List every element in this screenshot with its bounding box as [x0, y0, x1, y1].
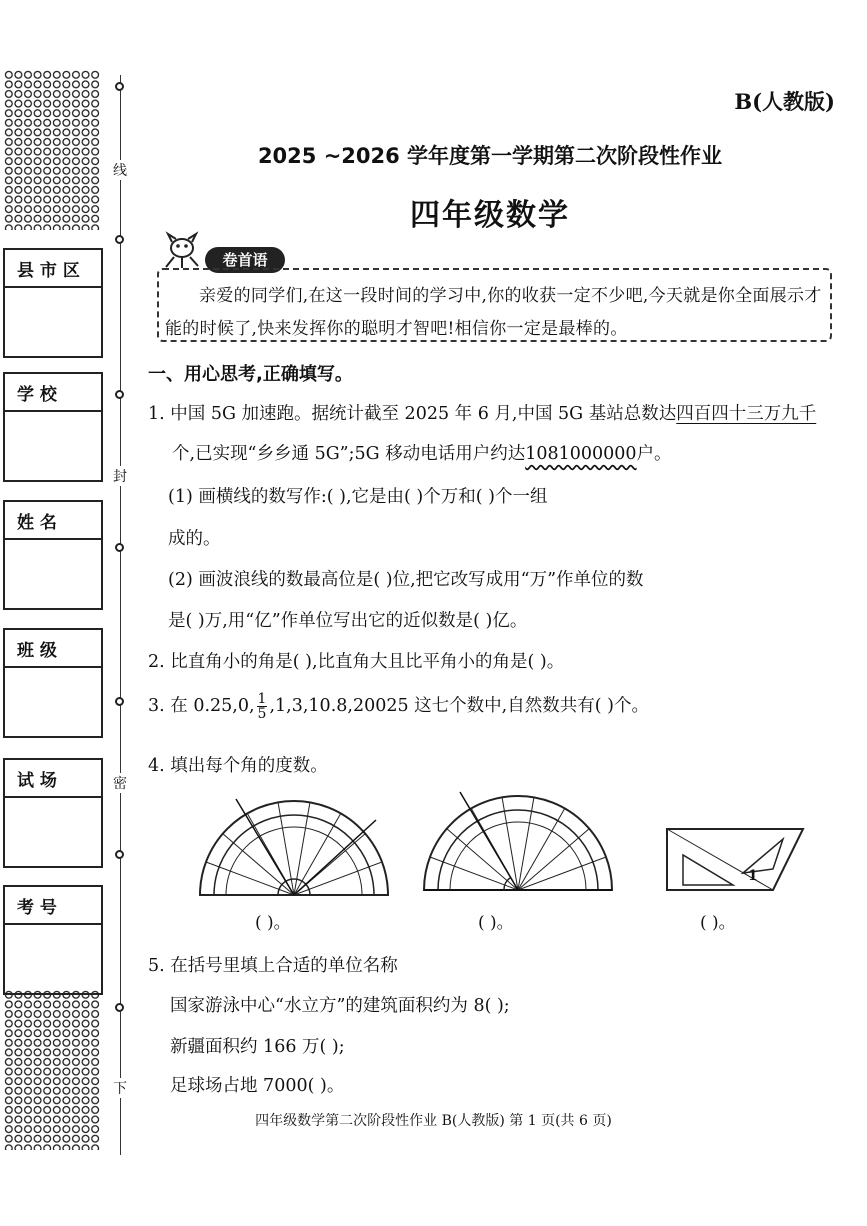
- page-footer: 四年级数学第二次阶段性作业 B(人教版) 第 1 页(共 6 页): [255, 1113, 612, 1129]
- binding-circle: [115, 390, 124, 399]
- q3-text-a: 3. 在 0.25,0,: [148, 696, 255, 716]
- q1-underlined-number: 四百四十三万九千: [676, 404, 817, 424]
- binding-circle: [115, 850, 124, 859]
- binding-circle: [115, 1003, 124, 1012]
- question-1-part-1-line-2: 成的。: [168, 529, 221, 549]
- edition-label: B(人教版): [734, 89, 835, 114]
- angle-1-mark: 1: [748, 868, 758, 884]
- q1-text-c: 户。: [636, 444, 672, 464]
- class-box[interactable]: [3, 628, 103, 738]
- question-1-part-1-line-1[interactable]: (1) 画横线的数写作:( ),它是由( )个万和( )个一组: [168, 487, 548, 507]
- exam-number-label: 考 号: [5, 887, 101, 925]
- q1-wavy-number: 1081000000: [525, 444, 637, 464]
- exam-number-box[interactable]: [3, 885, 103, 995]
- triangle-ruler-diagram: [663, 825, 808, 895]
- county-box[interactable]: [3, 248, 103, 358]
- exam-title: 2025 ~2026 学年度第一学期第二次阶段性作业: [257, 144, 723, 168]
- binding-char-mi: 密: [112, 773, 128, 793]
- question-5-item-3[interactable]: 足球场占地 7000( )。: [170, 1076, 345, 1096]
- school-box[interactable]: [3, 372, 103, 482]
- question-1-line-1: [148, 400, 816, 425]
- q3-fraction-denominator: 5: [257, 706, 267, 722]
- q1-text-b: 个,已实现“乡乡通 5G”;5G 移动电话用户约达: [172, 444, 526, 464]
- protractor-2-diagram: [420, 790, 616, 900]
- name-box[interactable]: [3, 500, 103, 610]
- question-4: 4. 填出每个角的度数。: [148, 756, 328, 776]
- question-1-part-2-line-2[interactable]: 是( )万,用“亿”作单位写出它的近似数是( )亿。: [168, 611, 528, 631]
- protractor-1-answer[interactable]: ( )。: [255, 913, 291, 933]
- binding-circle: [115, 82, 124, 91]
- question-5-item-1[interactable]: 国家游泳中心“水立方”的建筑面积约为 8( );: [170, 996, 510, 1016]
- binding-char-feng: 封: [112, 466, 128, 486]
- school-label: 学 校: [5, 374, 101, 412]
- q3-fraction-numerator: 1: [257, 691, 267, 707]
- preface-text: 亲爱的同学们,在这一段时间的学习中,你的收获一定不少吧,今天就是你全面展示才能的时候了,快来发挥你的聪明才智吧!相信你一定是最棒的。: [165, 286, 822, 339]
- question-1-line-2: [172, 440, 672, 465]
- class-label: 班 级: [5, 630, 101, 668]
- name-label: 姓 名: [5, 502, 101, 540]
- protractor-2-answer[interactable]: ( )。: [478, 913, 514, 933]
- binding-circle: [115, 235, 124, 244]
- subject-title: 四年级数学: [410, 198, 570, 233]
- binding-circle: [115, 543, 124, 552]
- preface-badge: 卷首语: [205, 247, 285, 273]
- q3-text-b: ,1,3,10.8,20025 这七个数中,自然数共有( )个。: [269, 696, 649, 716]
- question-3[interactable]: [148, 692, 649, 721]
- exam-room-label: 试 场: [5, 760, 101, 798]
- binding-char-xian: 线: [112, 160, 128, 180]
- q3-fraction: [257, 692, 268, 721]
- binding-char-xia: 下: [112, 1078, 128, 1098]
- question-1-part-2-line-1[interactable]: (2) 画波浪线的数最高位是( )位,把它改写成用“万”作单位的数: [168, 570, 644, 590]
- decorative-dot-panel-top: [4, 70, 100, 230]
- question-5-item-2[interactable]: 新疆面积约 166 万( );: [170, 1037, 345, 1057]
- q1-text-a: 1. 中国 5G 加速跑。据统计截至 2025 年 6 月,中国 5G 基站总数达: [148, 404, 677, 424]
- section-heading: 一、用心思考,正确填写。: [148, 364, 353, 385]
- binding-circle: [115, 697, 124, 706]
- exam-room-box[interactable]: [3, 758, 103, 868]
- cartoon-animal-icon: [160, 230, 208, 270]
- question-5: 5. 在括号里填上合适的单位名称: [148, 956, 398, 976]
- county-label: 县 市 区: [5, 250, 101, 288]
- triangle-answer[interactable]: ( )。: [700, 913, 736, 933]
- question-2[interactable]: 2. 比直角小的角是( ),比直角大且比平角小的角是( )。: [148, 652, 565, 672]
- protractor-1-diagram: [196, 795, 392, 900]
